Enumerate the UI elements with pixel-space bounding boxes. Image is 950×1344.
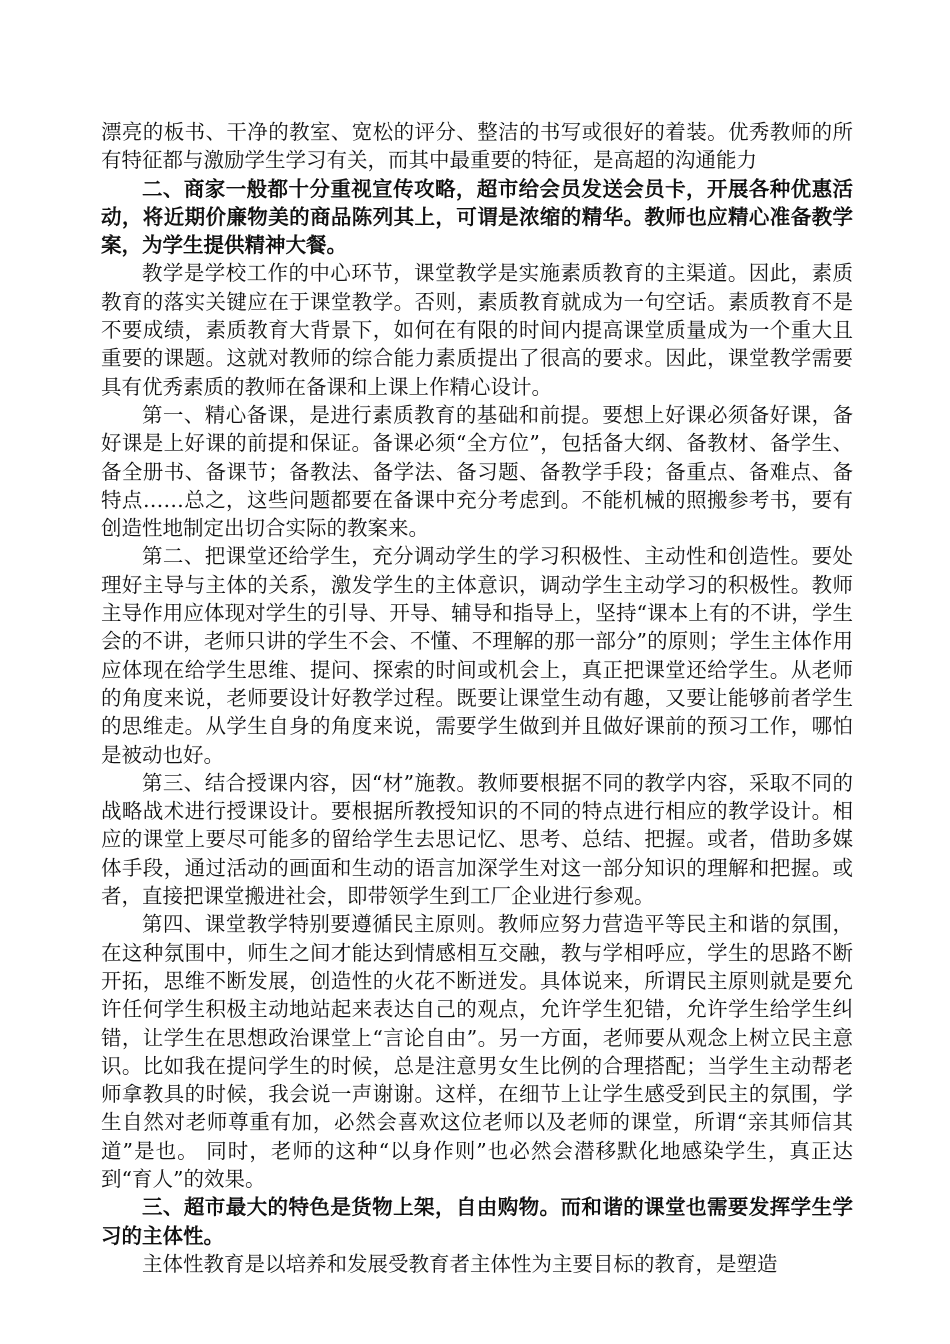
body-paragraph-point-one: 第一、精心备课，是进行素质教育的基础和前提。要想上好课必须备好课，备好课是上好课的前提和保证。备课必须“全方位”，包括备大纲、备教材、备学生、备全册书、备课节；备教法、备学法、备习题、备教学手段；备重点、备难点、备特点……总之，这些问题都要在备课中充分考虑到。不能机械的照搬参考书，要有创造性地制定出切合实际的教案来。 [101,402,853,541]
body-paragraph-point-two: 第二、把课堂还给学生，充分调动学生的学习积极性、主动性和创造性。要处理好主导与主体的关系，激发学生的主体意识，调动学生主动学习的积极性。教师主导作用应体现对学生的引导、开导、辅导和指导上，坚持“课本上有的不讲，学生会的不讲，老师只讲的学生不会、不懂、不理解的那一部分”的原则；学生主体作用应体现在给学生思维、提问、探索的时间或机会上，真正把课堂还给学生。从老师的角度来说，老师要设计好教学过程。既要让课堂生动有趣，又要让能够前者学生的思维走。从学生自身的角度来说，需要学生做到并且做好课前的预习工作，哪怕是被动也好。 [101,544,853,767]
body-paragraph-teaching-intro: 教学是学校工作的中心环节，课堂教学是实施素质教育的主渠道。因此，素质教育的落实关键应在于课堂教学。否则，素质教育就成为一句空话。素质教育不是不要成绩，素质教育大背景下，如何在有限的时间内提高课堂质量成为一个重大且重要的课题。这就对教师的综合能力素质提出了很高的要求。因此，课堂教学需要具有优秀素质的教师在备课和上课上作精心设计。 [101,261,853,399]
body-paragraph-point-three: 第三、结合授课内容，因“材”施教。教师要根据不同的教学内容，采取不同的战略战术进行授课设计。要根据所教授知识的不同的特点进行相应的教学设计。相应的课堂上要尽可能多的留给学生去思记忆、思考、总结、把握。或者，借助多媒体手段，通过活动的画面和生动的语言加深学生对这一部分知识的理解和把握。或者，直接把课堂搬进社会，即带领学生到工厂企业进行参观。 [101,770,853,909]
continued-paragraph: 漂亮的板书、干净的教室、宽松的评分、整洁的书写或很好的着装。优秀教师的所有特征都与激励学生学习有关，而其中最重要的特征，是高超的沟通能力 [101,120,853,173]
body-paragraph-point-four: 第四、课堂教学特别要遵循民主原则。教师应努力营造平等民主和谐的氛围，在这种氛围中，师生之间才能达到情感相互交融，教与学相呼应，学生的思路不断开拓，思维不断发展，创造性的火花不断迸发。具体说来，所谓民主原则就是要允许任何学生积极主动地站起来表达自己的观点，允许学生犯错，允许学生给学生纠错，让学生在思想政治课堂上“言论自由”。另一方面，老师要从观念上树立民主意识。比如我在提问学生的时候，总是注意男女生比例的合理搭配；当学生主动帮老师拿教具的时候，我会说一声谢谢。这样，在细节上让学生感受到民主的氛围，学生自然对老师尊重有加，必然会喜欢这位老师以及老师的课堂，所谓“亲其师信其道”是也。 同时，老师的这种“以身作则”也必然会潜移默化地感染学生，真正达到“育人”的效果。 [101,912,853,1191]
document-page [101,118,853,1278]
section-heading-three: 三、超市最大的特色是货物上架，自由购物。而和谐的课堂也需要发挥学生学习的主体性。 [101,1195,853,1248]
body-paragraph-subjectivity: 主体性教育是以培养和发展受教育者主体性为主要目标的教育，是塑造 [142,1251,778,1276]
section-heading-two: 二、商家一般都十分重视宣传攻略，超市给会员发送会员卡，开展各种优惠活动，将近期价廉物美的商品陈列其上，可谓是浓缩的精华。教师也应精心准备教学案，为学生提供精神大餐。 [101,176,853,258]
